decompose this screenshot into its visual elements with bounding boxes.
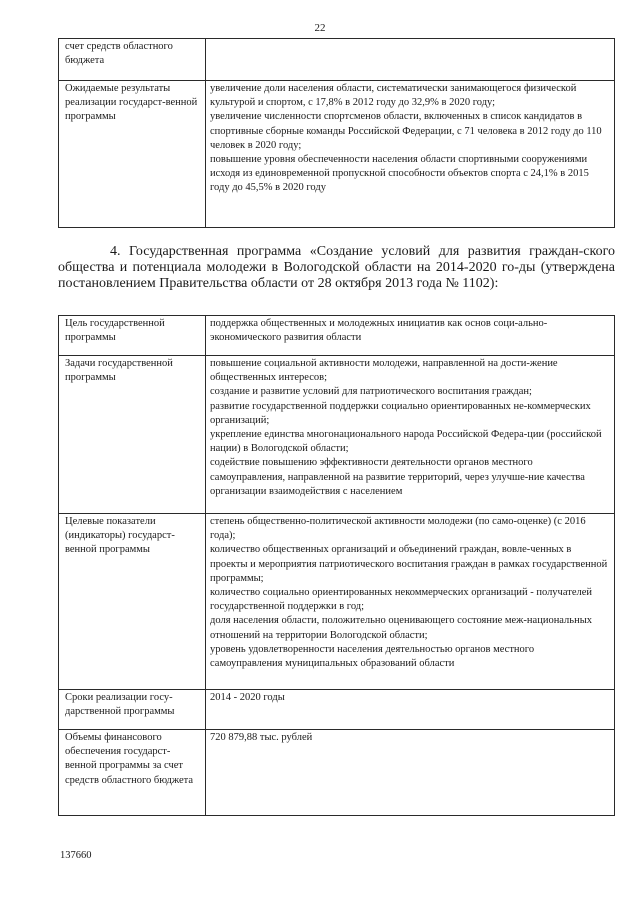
- table-row: [59, 39, 615, 81]
- row-label: Задачи государственной программы: [59, 356, 206, 514]
- row-value: [206, 316, 615, 356]
- table-row: [59, 316, 615, 356]
- row-value: [206, 39, 615, 81]
- row-value: [206, 690, 615, 730]
- row-value: [206, 514, 615, 690]
- section-heading-text: 4. Государственная программа «Создание условий для развития граждан-ского общества и потенциала молодежи в Вологодской области на 2014-2020 го-ды (утверждена постановлением Правительства области от 28 октября 2013 года № 1102):: [58, 244, 615, 292]
- list-item: 2014 - 2020 годы: [210, 692, 285, 703]
- list-item: 720 879,88 тыс. рублей: [210, 732, 313, 743]
- table-row: [59, 81, 615, 228]
- list-item: уровень удовлетворенности населения деятельностью органов местного самоуправления муниципальных образований области: [210, 643, 535, 670]
- row-label: Цель государственной программы: [59, 316, 206, 356]
- list-item: количество социально ориентированных некоммерческих организаций - получателей государственной поддержки в год;: [210, 587, 592, 613]
- list-item: содействие повышению эффективности деятельности органов местного самоуправления, направленной на развитие территорий, через улучше-ние качества организации взаимодействия с населением: [210, 457, 585, 497]
- row-label: счет средств областного бюджета: [59, 39, 206, 81]
- list-item: увеличение численности спортсменов области, включенных в список кандидатов в спортивные сборные команды Российской Федерации, с 71 человека в 2012 году до 110 человек в 2020 году;: [210, 111, 602, 151]
- list-item: поддержка общественных и молодежных инициатив как основ соци-ально-экономического развития области: [210, 318, 548, 344]
- row-label: Ожидаемые результаты реализации государст-венной программы: [59, 81, 206, 228]
- program-table-1: [58, 38, 615, 228]
- document-code: 137660: [60, 850, 92, 861]
- program-table-2: [58, 315, 615, 816]
- row-value: [206, 730, 615, 816]
- table-row: [59, 730, 615, 816]
- list-item: степень общественно-политической активности молодежи (по само-оценке) (с 2016 года);: [210, 516, 586, 542]
- list-item: повышение социальной активности молодежи, направленной на дости-жение общественных интересов;: [210, 358, 558, 384]
- list-item: количество общественных организаций и объединений граждан, вовле-ченных в проекты и мероприятия патриотического воспитания граждан в рамках государственной программы;: [210, 544, 608, 584]
- list-item: создание и развитие условий для патриотического воспитания граждан;: [210, 386, 532, 398]
- row-label: Целевые показатели (индикаторы) государст-венной программы: [59, 514, 206, 690]
- list-item: доля населения области, положительно оценивающего состояние меж-национальных отношений на территории Вологодской области;: [210, 615, 593, 641]
- list-item: укрепление единства многонационального народа Российской Федера-ции (российской нации) в Вологодской области;: [210, 429, 602, 455]
- table-row: [59, 690, 615, 730]
- list-item: развитие государственной поддержки социально ориентированных не-коммерческих организаций;: [210, 400, 591, 426]
- list-item: повышение уровня обеспеченности населения области спортивными сооружениями исходя из единовременной пропускной способности объектов спорта с 24,1% в 2015 году до 45,5% в 2020 году: [210, 154, 589, 194]
- row-label: Сроки реализации госу-дарственной программы: [59, 690, 206, 730]
- row-value: [206, 356, 615, 514]
- table-row: [59, 514, 615, 690]
- row-label: Объемы финансового обеспечения государст-венной программы за счет средств областного бюджета: [59, 730, 206, 816]
- row-value: [206, 81, 615, 228]
- list-item: увеличение доли населения области, систематически занимающегося физической культурой и спортом, с 17,8% в 2012 году до 32,9% в 2020 году;: [210, 83, 577, 109]
- section-heading: [58, 244, 615, 293]
- table-row: [59, 356, 615, 514]
- page-number: 22: [314, 22, 326, 34]
